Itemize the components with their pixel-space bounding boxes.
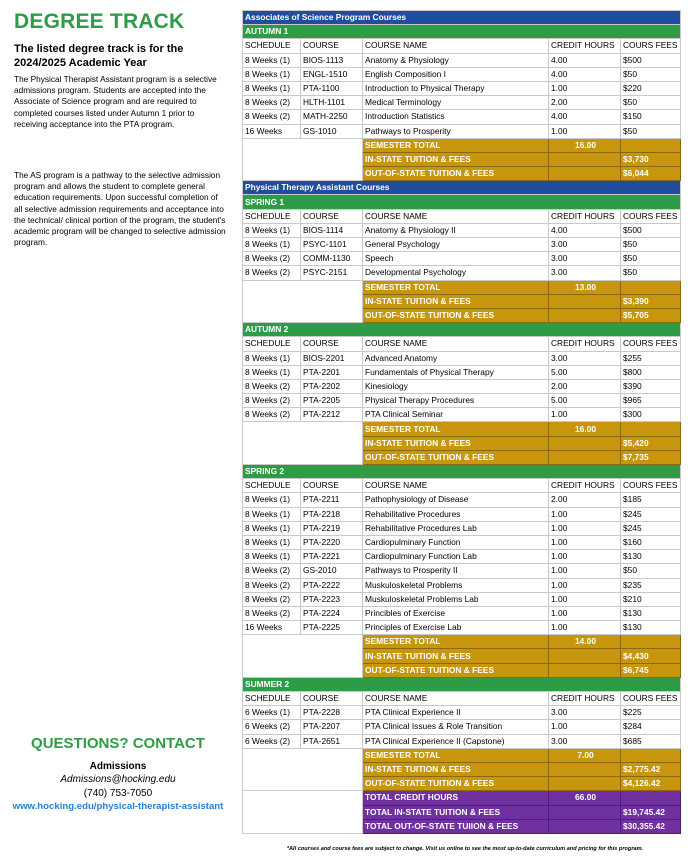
- course-code-cell: PSYC-1101: [301, 238, 363, 252]
- in-state-hours: [549, 762, 621, 776]
- course-row: [243, 521, 681, 535]
- semester-total-hours: 16.00: [549, 138, 621, 152]
- semester-total-row: [243, 422, 681, 436]
- schedule-cell: 8 Weeks (1): [243, 535, 301, 549]
- course-name-cell: Physical Therapy Procedures: [363, 394, 549, 408]
- credit-hours-cell: 2.00: [549, 379, 621, 393]
- course-fee-cell: $390: [621, 379, 681, 393]
- schedule-cell: 16 Weeks: [243, 621, 301, 635]
- program-description: The Physical Therapist Assistant program is a selective admissions program. Students are accepted into the Associate of Science program and are required to completed courses listed under Autumn 1 prior to receiving acceptance into the PTA program.: [14, 74, 217, 129]
- term-title: SPRING 1: [243, 195, 681, 209]
- schedule-cell: 8 Weeks (2): [243, 592, 301, 606]
- schedule-cell: 8 Weeks (1): [243, 67, 301, 81]
- course-name-cell: Anatomy & Physiology II: [363, 223, 549, 237]
- course-fee-cell: $160: [621, 535, 681, 549]
- out-of-state-label: OUT-OF-STATE TUITION & FEES: [363, 167, 549, 181]
- credit-hours-cell: 1.00: [549, 507, 621, 521]
- grand-total-fee: $19,745.42: [621, 805, 681, 819]
- course-row: [243, 493, 681, 507]
- semester-total-fee: [621, 748, 681, 762]
- course-row: [243, 223, 681, 237]
- grand-total-row: [243, 791, 681, 805]
- course-row: [243, 734, 681, 748]
- semester-total-label: SEMESTER TOTAL: [363, 748, 549, 762]
- out-of-state-fee: $4,126.42: [621, 777, 681, 791]
- course-code-cell: PTA-2222: [301, 578, 363, 592]
- schedule-cell: 8 Weeks (2): [243, 564, 301, 578]
- schedule-cell: 8 Weeks (1): [243, 351, 301, 365]
- course-code-cell: PTA-2205: [301, 394, 363, 408]
- course-row: [243, 365, 681, 379]
- course-name-header: COURSE NAME: [363, 39, 549, 53]
- in-state-hours: [549, 436, 621, 450]
- semester-total-hours: 13.00: [549, 280, 621, 294]
- in-state-fee: $3,730: [621, 152, 681, 166]
- credit-hours-cell: 1.00: [549, 81, 621, 95]
- semester-total-label: SEMESTER TOTAL: [363, 280, 549, 294]
- out-of-state-fee: $7,735: [621, 450, 681, 464]
- course-row: [243, 394, 681, 408]
- course-fee-cell: $50: [621, 124, 681, 138]
- course-row: [243, 507, 681, 521]
- pathway-description: The AS program is a pathway to the selective admission program and allows the student to complete general education requirements. Upon successful completion of all selective admission requirements and acceptance into the technical/ clinical portion of the program, the student's academic program will be changed to selective admission program.: [14, 170, 226, 248]
- column-header-row: [243, 692, 681, 706]
- course-code-cell: PTA-2211: [301, 493, 363, 507]
- course-fee-cell: $235: [621, 578, 681, 592]
- semester-total-row: [243, 138, 681, 152]
- course-code-cell: GS-2010: [301, 564, 363, 578]
- in-state-fee: $3,390: [621, 294, 681, 308]
- course-fee-cell: $965: [621, 394, 681, 408]
- course-fee-cell: $500: [621, 53, 681, 67]
- in-state-label: IN-STATE TUITION & FEES: [363, 649, 549, 663]
- out-of-state-fee: $5,705: [621, 308, 681, 322]
- out-of-state-fee: $6,745: [621, 663, 681, 677]
- in-state-label: IN-STATE TUITION & FEES: [363, 152, 549, 166]
- credit-hours-cell: 4.00: [549, 110, 621, 124]
- grand-total-hours: [549, 819, 621, 833]
- course-name-cell: Kinesiology: [363, 379, 549, 393]
- credit-hours-cell: 2.00: [549, 493, 621, 507]
- semester-total-label: SEMESTER TOTAL: [363, 422, 549, 436]
- out-of-state-label: OUT-OF-STATE TUITION & FEES: [363, 308, 549, 322]
- course-row: [243, 379, 681, 393]
- out-of-state-hours: [549, 450, 621, 464]
- schedule-cell: 8 Weeks (2): [243, 394, 301, 408]
- course-name-cell: Rehabilitative Procedures: [363, 507, 549, 521]
- contact-phone: (740) 753-7050: [83, 788, 153, 799]
- schedule-cell: 6 Weeks (2): [243, 720, 301, 734]
- course-name-cell: Muskuloskeletal Problems: [363, 578, 549, 592]
- course-fee-cell: $800: [621, 365, 681, 379]
- course-name-cell: Pathways to Prosperity II: [363, 564, 549, 578]
- course-name-cell: PTA Clinical Issues & Role Transition: [363, 720, 549, 734]
- term-header-row: [243, 677, 681, 691]
- column-header-row: [243, 39, 681, 53]
- course-header: COURSE: [301, 479, 363, 493]
- credit-hours-cell: 1.00: [549, 564, 621, 578]
- course-name-cell: Introduction Statistics: [363, 110, 549, 124]
- course-code-cell: PTA-2202: [301, 379, 363, 393]
- semester-total-fee: [621, 635, 681, 649]
- out-of-state-hours: [549, 167, 621, 181]
- course-name-cell: Pathophysiology of Disease: [363, 493, 549, 507]
- semester-total-label: SEMESTER TOTAL: [363, 635, 549, 649]
- schedule-cell: 8 Weeks (2): [243, 606, 301, 620]
- credit-hours-cell: 1.00: [549, 578, 621, 592]
- program-header-row: [243, 11, 681, 25]
- credit-hours-cell: 1.00: [549, 550, 621, 564]
- schedule-cell: 8 Weeks (2): [243, 408, 301, 422]
- out-of-state-hours: [549, 308, 621, 322]
- course-header: COURSE: [301, 39, 363, 53]
- schedule-header: SCHEDULE: [243, 209, 301, 223]
- course-name-cell: English Composition I: [363, 67, 549, 81]
- course-name-cell: PTA Clinical Experience II (Capstone): [363, 734, 549, 748]
- course-row: [243, 53, 681, 67]
- course-row: [243, 351, 681, 365]
- credit-hours-header: CREDIT HOURS: [549, 337, 621, 351]
- course-name-header: COURSE NAME: [363, 209, 549, 223]
- program-title: Physical Therapy Assistant Courses: [243, 181, 681, 195]
- course-row: [243, 252, 681, 266]
- grand-total-label: TOTAL OUT-OF-STATE TUIION & FEES: [363, 819, 549, 833]
- course-code-cell: PTA-2212: [301, 408, 363, 422]
- course-header: COURSE: [301, 692, 363, 706]
- grand-total-hours: [549, 805, 621, 819]
- course-name-cell: Fundamentals of Physical Therapy: [363, 365, 549, 379]
- blank-cell: [243, 138, 363, 181]
- course-fee-cell: $50: [621, 564, 681, 578]
- course-row: [243, 606, 681, 620]
- semester-total-hours: 16.00: [549, 422, 621, 436]
- grand-total-label: TOTAL IN-STATE TUITION & FEES: [363, 805, 549, 819]
- course-row: [243, 706, 681, 720]
- term-header-row: [243, 323, 681, 337]
- course-fee-cell: $210: [621, 592, 681, 606]
- course-code-cell: ENGL-1510: [301, 67, 363, 81]
- credit-hours-cell: 3.00: [549, 238, 621, 252]
- term-header-row: [243, 465, 681, 479]
- course-code-cell: BIOS-2201: [301, 351, 363, 365]
- schedule-cell: 8 Weeks (2): [243, 266, 301, 280]
- course-fee-cell: $685: [621, 734, 681, 748]
- credit-hours-cell: 1.00: [549, 720, 621, 734]
- course-fee-cell: $130: [621, 550, 681, 564]
- schedule-cell: 8 Weeks (1): [243, 365, 301, 379]
- footnote: *All courses and course fees are subject to change. Visit us online to see the most up-to-date curriculum and pricing for this program.: [286, 846, 644, 852]
- course-fee-cell: $220: [621, 81, 681, 95]
- term-header-row: [243, 195, 681, 209]
- contact-label: Admissions: [89, 761, 147, 772]
- term-title: SPRING 2: [243, 465, 681, 479]
- course-name-cell: Medical Terminology: [363, 96, 549, 110]
- course-row: [243, 550, 681, 564]
- course-row: [243, 124, 681, 138]
- credit-hours-header: CREDIT HOURS: [549, 209, 621, 223]
- credit-hours-cell: 1.00: [549, 124, 621, 138]
- semester-total-fee: [621, 422, 681, 436]
- credit-hours-cell: 1.00: [549, 408, 621, 422]
- course-name-cell: PTA Clinical Seminar: [363, 408, 549, 422]
- course-row: [243, 408, 681, 422]
- credit-hours-cell: 1.00: [549, 535, 621, 549]
- credit-hours-header: CREDIT HOURS: [549, 39, 621, 53]
- credit-hours-cell: 5.00: [549, 394, 621, 408]
- course-row: [243, 110, 681, 124]
- credit-hours-cell: 1.00: [549, 592, 621, 606]
- schedule-cell: 8 Weeks (2): [243, 96, 301, 110]
- schedule-cell: 8 Weeks (1): [243, 521, 301, 535]
- course-code-cell: BIOS-1114: [301, 223, 363, 237]
- course-code-cell: PTA-2218: [301, 507, 363, 521]
- credit-hours-cell: 3.00: [549, 351, 621, 365]
- course-row: [243, 592, 681, 606]
- blank-cell: [243, 791, 363, 834]
- course-name-cell: Princibles of Exercise: [363, 606, 549, 620]
- course-name-cell: Rehabilitative Procedures Lab: [363, 521, 549, 535]
- course-code-cell: PTA-2219: [301, 521, 363, 535]
- in-state-label: IN-STATE TUITION & FEES: [363, 294, 549, 308]
- course-name-cell: Developmental Psychology: [363, 266, 549, 280]
- course-fee-cell: $130: [621, 606, 681, 620]
- course-fees-header: COURS FEES: [621, 692, 681, 706]
- schedule-cell: 8 Weeks (2): [243, 252, 301, 266]
- contact-email[interactable]: Admissions@hocking.edu: [60, 774, 176, 785]
- course-row: [243, 564, 681, 578]
- out-of-state-label: OUT-OF-STATE TUITION & FEES: [363, 450, 549, 464]
- semester-total-hours: 14.00: [549, 635, 621, 649]
- course-code-cell: PTA-2228: [301, 706, 363, 720]
- semester-total-row: [243, 635, 681, 649]
- course-code-cell: BIOS-1113: [301, 53, 363, 67]
- blank-cell: [243, 748, 363, 791]
- course-name-cell: PTA Clinical Experience II: [363, 706, 549, 720]
- in-state-hours: [549, 649, 621, 663]
- credit-hours-cell: 2.00: [549, 96, 621, 110]
- in-state-hours: [549, 152, 621, 166]
- course-header: COURSE: [301, 209, 363, 223]
- grand-total-fee: [621, 791, 681, 805]
- grand-total-label: TOTAL CREDIT HOURS: [363, 791, 549, 805]
- column-header-row: [243, 337, 681, 351]
- credit-hours-cell: 3.00: [549, 734, 621, 748]
- schedule-header: SCHEDULE: [243, 39, 301, 53]
- schedule-cell: 8 Weeks (1): [243, 550, 301, 564]
- in-state-hours: [549, 294, 621, 308]
- course-row: [243, 96, 681, 110]
- term-header-row: [243, 25, 681, 39]
- semester-total-fee: [621, 138, 681, 152]
- course-row: [243, 720, 681, 734]
- course-code-cell: PTA-2224: [301, 606, 363, 620]
- credit-hours-cell: 3.00: [549, 706, 621, 720]
- blank-cell: [243, 422, 363, 465]
- credit-hours-cell: 1.00: [549, 521, 621, 535]
- course-fee-cell: $300: [621, 408, 681, 422]
- schedule-cell: 8 Weeks (1): [243, 53, 301, 67]
- schedule-cell: 8 Weeks (1): [243, 507, 301, 521]
- course-row: [243, 535, 681, 549]
- degree-track-table: [242, 10, 681, 834]
- schedule-header: SCHEDULE: [243, 479, 301, 493]
- course-name-cell: Advanced Anatomy: [363, 351, 549, 365]
- out-of-state-hours: [549, 777, 621, 791]
- course-fee-cell: $284: [621, 720, 681, 734]
- course-fee-cell: $150: [621, 110, 681, 124]
- out-of-state-label: OUT-OF-STATE TUITION & FEES: [363, 777, 549, 791]
- course-row: [243, 266, 681, 280]
- course-header: COURSE: [301, 337, 363, 351]
- schedule-cell: 8 Weeks (1): [243, 238, 301, 252]
- course-row: [243, 578, 681, 592]
- course-fee-cell: $50: [621, 238, 681, 252]
- course-fee-cell: $50: [621, 96, 681, 110]
- course-code-cell: HLTH-1101: [301, 96, 363, 110]
- course-code-cell: PTA-2201: [301, 365, 363, 379]
- schedule-cell: 8 Weeks (1): [243, 223, 301, 237]
- credit-hours-cell: 4.00: [549, 223, 621, 237]
- schedule-cell: 16 Weeks: [243, 124, 301, 138]
- course-name-header: COURSE NAME: [363, 479, 549, 493]
- course-row: [243, 81, 681, 95]
- course-row: [243, 238, 681, 252]
- semester-total-fee: [621, 280, 681, 294]
- credit-hours-cell: 4.00: [549, 67, 621, 81]
- out-of-state-fee: $6,044: [621, 167, 681, 181]
- term-title: SUMMER 2: [243, 677, 681, 691]
- term-title: AUTUMN 2: [243, 323, 681, 337]
- course-fee-cell: $50: [621, 252, 681, 266]
- grand-total-hours: 66.00: [549, 791, 621, 805]
- column-header-row: [243, 479, 681, 493]
- course-code-cell: PSYC-2151: [301, 266, 363, 280]
- semester-total-row: [243, 748, 681, 762]
- course-name-cell: Cardiopulminary Function Lab: [363, 550, 549, 564]
- course-fee-cell: $500: [621, 223, 681, 237]
- course-code-cell: PTA-2220: [301, 535, 363, 549]
- course-row: [243, 621, 681, 635]
- credit-hours-cell: 4.00: [549, 53, 621, 67]
- schedule-cell: 8 Weeks (1): [243, 493, 301, 507]
- schedule-header: SCHEDULE: [243, 692, 301, 706]
- course-name-cell: General Psychology: [363, 238, 549, 252]
- schedule-cell: 6 Weeks (1): [243, 706, 301, 720]
- course-fee-cell: $255: [621, 351, 681, 365]
- blank-cell: [243, 635, 363, 678]
- course-fee-cell: $245: [621, 521, 681, 535]
- credit-hours-cell: 5.00: [549, 365, 621, 379]
- semester-total-hours: 7.00: [549, 748, 621, 762]
- term-title: AUTUMN 1: [243, 25, 681, 39]
- course-code-cell: GS-1010: [301, 124, 363, 138]
- course-name-header: COURSE NAME: [363, 692, 549, 706]
- course-fee-cell: $130: [621, 621, 681, 635]
- schedule-cell: 8 Weeks (2): [243, 110, 301, 124]
- schedule-header: SCHEDULE: [243, 337, 301, 351]
- course-fee-cell: $50: [621, 266, 681, 280]
- credit-hours-cell: 1.00: [549, 606, 621, 620]
- course-code-cell: PTA-2221: [301, 550, 363, 564]
- credit-hours-cell: 3.00: [549, 252, 621, 266]
- grand-total-fee: $30,355.42: [621, 819, 681, 833]
- course-code-cell: PTA-2223: [301, 592, 363, 606]
- program-header-row: [243, 181, 681, 195]
- blank-cell: [243, 280, 363, 323]
- course-fee-cell: $225: [621, 706, 681, 720]
- schedule-cell: 8 Weeks (1): [243, 81, 301, 95]
- course-code-cell: PTA-2225: [301, 621, 363, 635]
- semester-total-row: [243, 280, 681, 294]
- semester-total-label: SEMESTER TOTAL: [363, 138, 549, 152]
- course-name-cell: Muskuloskeletal Problems Lab: [363, 592, 549, 606]
- in-state-fee: $4,430: [621, 649, 681, 663]
- column-header-row: [243, 209, 681, 223]
- credit-hours-cell: 1.00: [549, 621, 621, 635]
- left-panel: [0, 0, 236, 865]
- contact-title: QUESTIONS? CONTACT: [31, 735, 205, 752]
- page-title: DEGREE TRACK: [14, 10, 185, 33]
- course-code-cell: PTA-1100: [301, 81, 363, 95]
- credit-hours-cell: 3.00: [549, 266, 621, 280]
- course-fee-cell: $245: [621, 507, 681, 521]
- course-fee-cell: $185: [621, 493, 681, 507]
- schedule-cell: 6 Weeks (2): [243, 734, 301, 748]
- course-code-cell: PTA-2207: [301, 720, 363, 734]
- in-state-fee: $2,775.42: [621, 762, 681, 776]
- schedule-cell: 8 Weeks (2): [243, 578, 301, 592]
- course-code-cell: PTA-2651: [301, 734, 363, 748]
- course-fee-cell: $50: [621, 67, 681, 81]
- course-name-cell: Principles of Exercise Lab: [363, 621, 549, 635]
- course-name-cell: Anatomy & Physiology: [363, 53, 549, 67]
- course-fees-header: COURS FEES: [621, 39, 681, 53]
- course-name-cell: Introduction to Physical Therapy: [363, 81, 549, 95]
- course-fees-header: COURS FEES: [621, 337, 681, 351]
- course-code-cell: COMM-1130: [301, 252, 363, 266]
- out-of-state-hours: [549, 663, 621, 677]
- course-row: [243, 67, 681, 81]
- credit-hours-header: CREDIT HOURS: [549, 479, 621, 493]
- academic-year-heading: The listed degree track is for the 2024/2025 Academic Year: [14, 43, 184, 69]
- program-website-link[interactable]: www.hocking.edu/physical-therapist-assistant: [12, 801, 224, 812]
- schedule-cell: 8 Weeks (2): [243, 379, 301, 393]
- credit-hours-header: CREDIT HOURS: [549, 692, 621, 706]
- out-of-state-label: OUT-OF-STATE TUITION & FEES: [363, 663, 549, 677]
- course-name-cell: Speech: [363, 252, 549, 266]
- program-title: Associates of Science Program Courses: [243, 11, 681, 25]
- in-state-label: IN-STATE TUITION & FEES: [363, 762, 549, 776]
- course-fees-header: COURS FEES: [621, 209, 681, 223]
- course-name-cell: Pathways to Prosperity: [363, 124, 549, 138]
- course-code-cell: MATH-2250: [301, 110, 363, 124]
- course-name-cell: Cardiopulminary Function: [363, 535, 549, 549]
- course-fees-header: COURS FEES: [621, 479, 681, 493]
- in-state-label: IN-STATE TUITION & FEES: [363, 436, 549, 450]
- in-state-fee: $5,420: [621, 436, 681, 450]
- course-name-header: COURSE NAME: [363, 337, 549, 351]
